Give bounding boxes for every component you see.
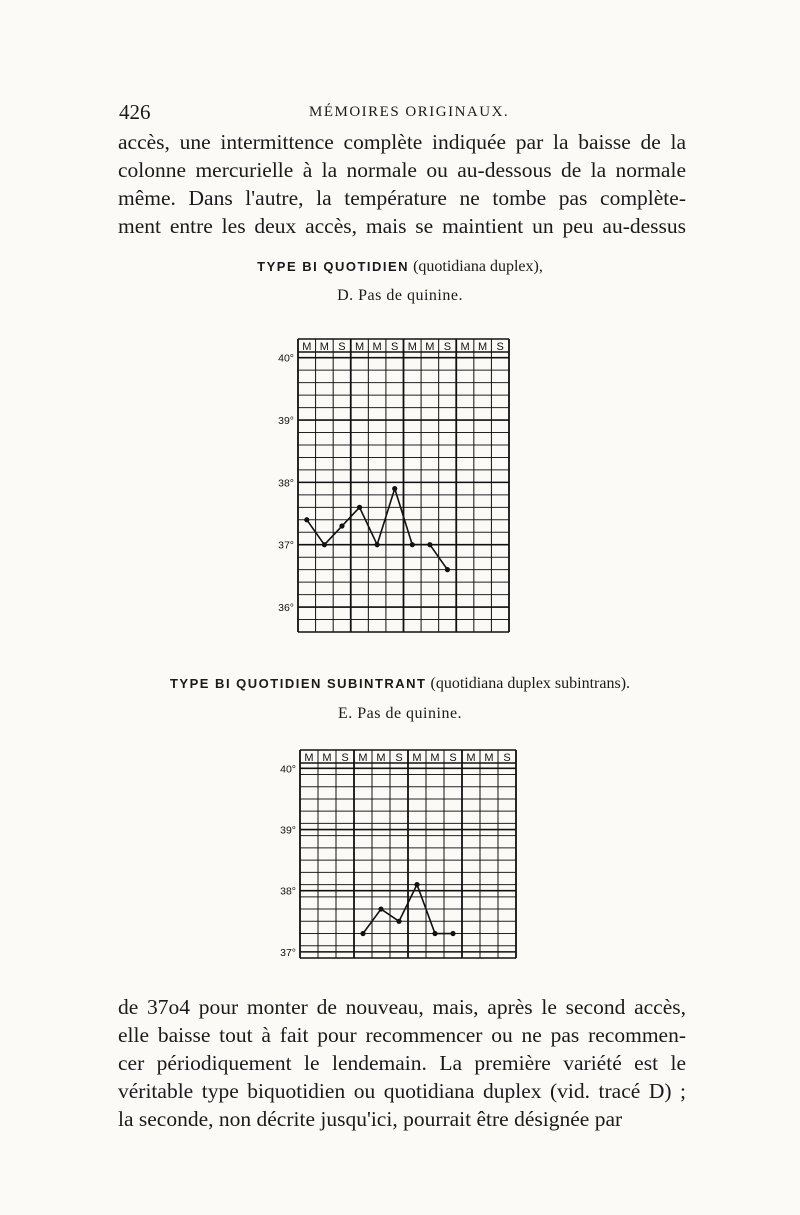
text-line: la seconde, non décrite jusqu'ici, pourrait être désignée par xyxy=(118,1107,623,1131)
column-label: M xyxy=(412,752,422,764)
data-point xyxy=(378,906,383,911)
ytick-label: 39° xyxy=(278,415,294,428)
ytick-label: 37° xyxy=(278,539,294,552)
column-label: S xyxy=(449,752,457,764)
column-label: M xyxy=(484,752,494,764)
figure-e-title: TYPE BI QUOTIDIEN SUBINTRANT xyxy=(169,676,427,691)
column-label: M xyxy=(372,341,382,353)
column-label: M xyxy=(304,752,314,764)
column-label: M xyxy=(376,752,386,764)
column-label: M xyxy=(302,341,312,353)
column-label: S xyxy=(338,341,346,353)
data-point xyxy=(396,919,401,924)
column-label: S xyxy=(341,752,349,764)
column-label: M xyxy=(478,341,488,353)
column-label: S xyxy=(443,341,452,353)
figure-d-subtitle: D. Pas de quinine. xyxy=(337,287,463,304)
text-line: elle baisse tout à fait pour recommencer ou ne pas recommen- xyxy=(118,1023,686,1047)
text-line: accès, une intermittence complète indiquée par la baisse de la xyxy=(118,130,686,154)
column-label: S xyxy=(391,341,399,353)
figure-d-title: TYPE BI QUOTIDIEN xyxy=(257,259,410,274)
text-line: véritable type biquotidien ou quotidiana duplex (vid. tracé D) ; xyxy=(118,1079,686,1103)
figure-e-title-latin: (quotidiana duplex subintrans). xyxy=(430,675,631,692)
data-point xyxy=(414,882,419,887)
figure-e-subtitle: E. Pas de quinine. xyxy=(337,705,463,722)
text-line: cer périodiquement le lendemain. La première variété est le xyxy=(118,1051,686,1075)
column-label: S xyxy=(395,752,403,764)
data-point xyxy=(360,931,365,936)
ytick-label: 38° xyxy=(280,885,296,898)
ytick-label: 38° xyxy=(278,477,294,490)
column-label: M xyxy=(319,341,329,353)
column-label: M xyxy=(358,752,368,764)
text-line: ment entre les deux accès, mais se maintient un peu au-dessus xyxy=(118,214,686,238)
column-label: M xyxy=(407,341,417,353)
ytick-label: 36° xyxy=(278,602,294,615)
data-point xyxy=(432,931,437,936)
column-label: S xyxy=(496,341,504,353)
ytick-label: 37° xyxy=(280,946,296,959)
column-label: M xyxy=(466,752,476,764)
ytick-label: 40° xyxy=(278,352,294,365)
column-label: M xyxy=(460,341,470,353)
column-label: S xyxy=(503,752,511,764)
text-line: même. Dans l'autre, la température ne tombe pas complète- xyxy=(118,186,686,210)
running-title: MÉMOIRES ORIGINAUX. xyxy=(309,104,510,120)
column-label: M xyxy=(322,752,332,764)
text-line: colonne mercurielle à la normale ou au-dessous de la normale xyxy=(118,158,686,182)
column-label: M xyxy=(430,752,440,764)
page-number: 426 xyxy=(119,100,151,124)
ytick-label: 39° xyxy=(280,824,296,837)
column-label: M xyxy=(354,341,365,353)
column-label: M xyxy=(425,341,435,353)
data-point xyxy=(450,931,455,936)
figure-d-title-latin: (quotidiana duplex), xyxy=(413,258,543,275)
ytick-label: 40° xyxy=(280,763,296,776)
paragraph-bottom xyxy=(118,993,686,1133)
text-line: de 37o4 pour monter de nouveau, mais, après le second accès, xyxy=(118,995,686,1019)
